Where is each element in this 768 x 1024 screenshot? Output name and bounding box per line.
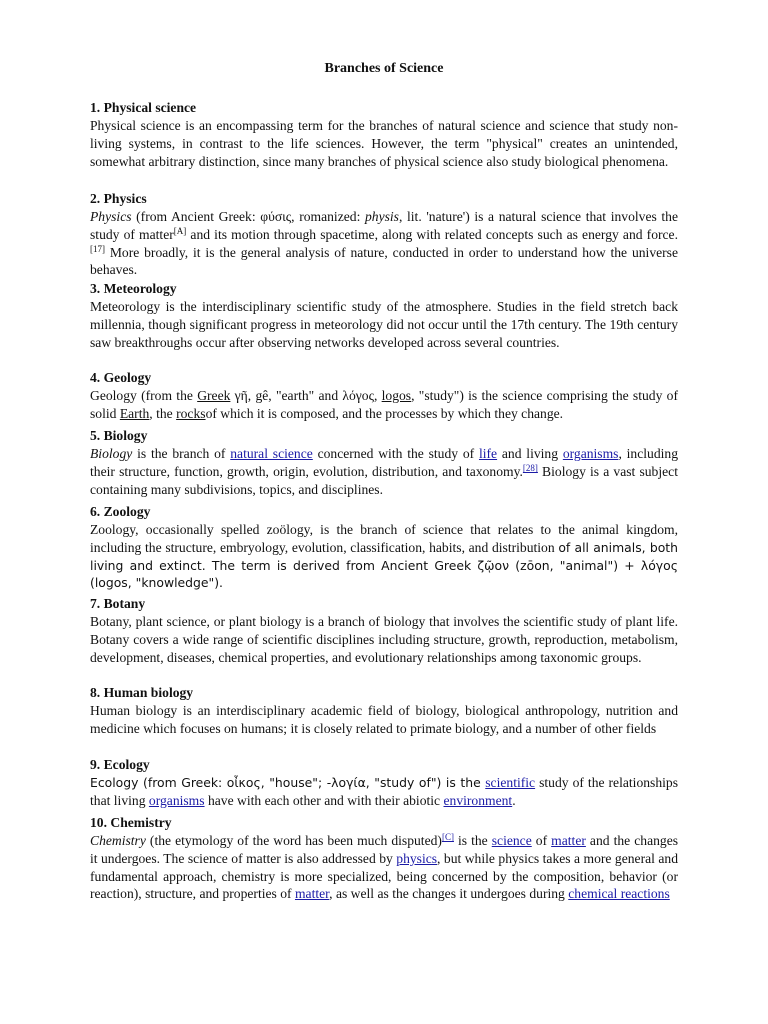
section-heading: 3. Meteorology	[90, 281, 177, 296]
link-logos[interactable]: logos	[381, 388, 412, 403]
section-heading: 7. Botany	[90, 596, 146, 611]
section-body: Biology is the branch of natural science concerned with the study of life and living organisms, including their structure, function, growth, origin, evolution, distribution, and taxonomy.[28] Biology is a vast subject containing many subdivisions, topics, and disciplines.	[90, 446, 679, 497]
link-chemical-reactions[interactable]: chemical reactions	[568, 886, 670, 902]
link-life[interactable]: life	[478, 446, 498, 461]
section-heading: 10. Chemistry	[90, 815, 172, 830]
section-human-biology	[90, 684, 678, 738]
section-heading: 6. Zoology	[90, 504, 151, 519]
section-body: Zoology, occasionally spelled zoölogy, is the branch of science that relates to the animal kingdom, including the structure, embryology, evolution, classification, habits, and distribution of all animals, both living and extinct. The term is derived from Ancient Greek ζῷον (zōon, "animal") + λόγος (logos, "knowledge").	[90, 522, 678, 591]
section-physical-science	[90, 99, 678, 170]
link-organisms[interactable]: organisms	[562, 446, 619, 461]
section-body: Meteorology is the interdisciplinary scientific study of the atmosphere. Studies in the field stretch back millennia, though significant progress in meteorology did not occur until the 17th century. The 19th century saw breakthroughs occur after observing networks developed across several countries.	[90, 299, 678, 350]
section-meteorology	[90, 280, 678, 351]
section-zoology	[90, 503, 678, 592]
link-environment[interactable]: environment	[443, 792, 513, 808]
section-body: Botany, plant science, or plant biology is a branch of biology that involves the scientific study of plant life. Botany covers a wide range of scientific disciplines including structure, growth, reproduction, metabolism, development, diseases, chemical properties, and evolutionary relationships among taxonomic groups.	[90, 614, 678, 665]
section-body: Geology (from the Greek γῆ, gê, "earth" and λόγος, logos, "study") is the science comprising the study of solid Earth, the rocksof which it is composed, and the processes by which they change.	[90, 388, 678, 421]
link-scientific[interactable]: scientific	[485, 775, 536, 790]
footnote-ref[interactable]: [28]	[522, 462, 538, 473]
section-chemistry	[90, 814, 678, 903]
page-title: Branches of Science	[324, 61, 444, 76]
footnote-ref[interactable]: [C]	[441, 832, 454, 842]
link-organisms[interactable]: organisms	[148, 792, 205, 808]
link-matter[interactable]: matter	[551, 833, 586, 848]
section-body: Ecology (from Greek: οἶκος, "house"; -λογία, "study of") is the scientific study of the relationships that living organisms have with each other and with their abiotic environment.	[90, 775, 679, 808]
section-heading: 8. Human biology	[90, 685, 194, 700]
link-rocks[interactable]: rocks	[176, 405, 206, 421]
section-biology	[90, 427, 678, 498]
section-heading: 5. Biology	[90, 428, 148, 443]
link-matter[interactable]: matter	[294, 886, 330, 902]
section-botany	[90, 595, 678, 666]
section-body: Physics (from Ancient Greek: φύσις, romanized: physis, lit. 'nature') is a natural science that involves the study of matter[A] and its motion through spacetime, along with related concepts such as energy and force.[17] More broadly, it is the general analysis of nature, conducted in order to understand how the universe behaves.	[90, 209, 678, 278]
link-earth[interactable]: Earth	[119, 405, 150, 421]
link-physics[interactable]: physics	[396, 850, 438, 866]
section-geology	[90, 369, 678, 423]
section-body: Human biology is an interdisciplinary academic field of biology, biological anthropology, nutrition and medicine which focuses on humans; it is closely related to primate biology, and a number of other fields	[90, 703, 678, 736]
link-science[interactable]: science	[491, 833, 532, 848]
section-body: Physical science is an encompassing term for the branches of natural science and science that study non-living systems, in contrast to the life sciences. However, the term "physical" creates an unintended, somewhat arbitrary distinction, since many branches of physical science also study biological phenomena.	[90, 118, 678, 169]
link-greek[interactable]: Greek	[197, 388, 231, 403]
section-heading: 1. Physical science	[90, 100, 197, 115]
footnote-ref: [17]	[90, 243, 105, 254]
section-body: Chemistry (the etymology of the word has been much disputed)[C] is the science of matter and the changes it undergoes. The science of matter is also addressed by physics, but while physics takes a more general and fundamental approach, chemistry is more specialized, being concerned by the composition, behavior (or reaction), structure, and properties of matter, as well as the changes it undergoes during chemical reactions	[90, 832, 679, 902]
section-ecology	[90, 756, 678, 810]
footnote-ref: [A]	[173, 225, 187, 236]
section-physics	[90, 190, 678, 279]
link-natural-science[interactable]: natural science	[230, 446, 313, 461]
section-heading: 9. Ecology	[90, 757, 150, 772]
section-heading: 2. Physics	[90, 191, 147, 206]
section-heading: 4. Geology	[90, 370, 152, 385]
